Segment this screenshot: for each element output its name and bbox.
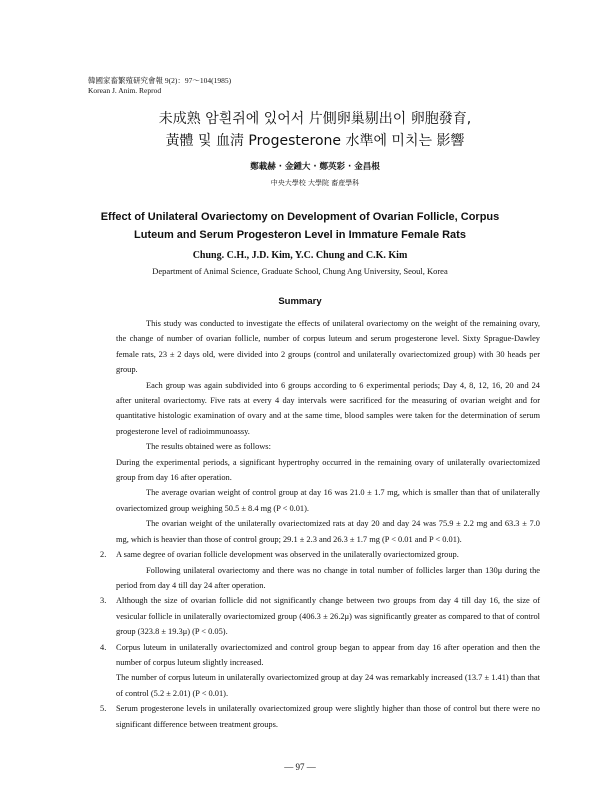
journal-english-name: Korean J. Anim. Reprod (88, 86, 162, 95)
korean-title (120, 108, 510, 152)
result-item-2-number: 2. (100, 550, 107, 560)
page-number: — 97 — (284, 762, 316, 772)
summary-paragraph-2: Each group was again subdivided into 6 groups according to 6 experimental periods; Day 4, 8, 12, 16, 20 and 24 after uniteral ovariectomy. Five rats at every 4 day intervals were sacrificed for the measuring of ovarian weight and for quantitative histologic examination of ovary and at the same time, blood samples were taken for the determination of serum progesterone level of radioimmunoassy. (116, 380, 540, 436)
result-item-4b: The number of corpus luteum in unilaterally ovariectomized group at day 24 was remarkably increased (13.7 ± 1.41) than that of control (5.2 ± 2.01) (P < 0.01). (116, 673, 540, 698)
korean-title-line1: 未成熟 암흰쥐에 있어서 片側卵巢剔出이 卵胞發育, (158, 111, 472, 127)
result-item-1a: During the experimental periods, a significant hypertrophy occurred in the remaining ovary of unilaterally ovariectomized group from day 16 after operation. (116, 457, 540, 483)
results-intro: The results obtained were as follows: (146, 442, 271, 452)
english-title (80, 208, 520, 244)
korean-affiliation: 中央大學校 大學院 畜産學科 (270, 179, 360, 187)
result-item-4 (100, 640, 540, 702)
result-item-3 (100, 593, 540, 639)
journal-korean-citation: 韓國家畜繁殖研究會報 9(2)：97～104(1985) (88, 76, 232, 85)
result-item-3-number: 3. (100, 596, 107, 606)
result-item-2 (100, 547, 540, 593)
korean-authors: 鄭載赫 · 金鍾大 · 鄭英彩 · 金昌根 (250, 162, 380, 172)
result-item-4a: Corpus luteum in unilaterally ovariectomized and control group began to appear from day 16 after operation and then the number of corpus luteum slightly increased. (116, 642, 540, 667)
summary-heading: Summary (278, 296, 322, 307)
result-item-1c: The ovarian weight of the unilaterally ovariectomized rats at day 20 and day 24 was 75.9 ± 2.2 mg and 63.3 ± 7.0 mg, which is heavier than those of control group; 29.1 ± 2.3 and 26.3 ± 1.7 mg (P < 0.01 and P < 0.01). (116, 519, 540, 544)
result-item-2a: A same degree of ovarian follicle development was observed in the unilaterally ovariectomized group. (116, 550, 459, 560)
summary-body (100, 316, 540, 732)
result-item-5-text: Serum progesterone levels in unilaterally ovariectomized group were slightly higher than those of control but there were no significant difference between treatment groups. (116, 704, 540, 729)
journal-citation (88, 76, 231, 96)
english-authors: Chung. C.H., J.D. Kim, Y.C. Chung and C.K. Kim (192, 250, 408, 261)
english-affiliation: Department of Animal Science, Graduate School, Chung Ang University, Seoul, Korea (152, 266, 448, 276)
english-title-line1: Effect of Unilateral Ovariectomy on Development of Ovarian Follicle, Corpus (100, 211, 500, 223)
english-title-line2: Luteum and Serum Progesteron Level in Immature Female Rats (134, 229, 466, 241)
korean-title-line2: 黃體 및 血淸 Progesterone 水準에 미치는 影響 (165, 133, 465, 149)
result-item-4-number: 4. (100, 642, 107, 652)
result-item-3-text: Although the size of ovarian follicle did not significantly change between two groups from day 4 till day 16, the size of vesicular follicle in unilaterally ovariectomized group (406.3 ± 26.2μ) was significantly greater as compared to that of control group (323.8 ± 19.3μ) (P < 0.05). (116, 596, 540, 637)
result-item-1b: The average ovarian weight of control group at day 16 was 21.0 ± 1.7 mg, which is smaller than that of unilaterally ovariectomized group weighing 50.5 ± 8.4 mg (P < 0.01). (116, 488, 540, 513)
summary-paragraph-1: This study was conducted to investigate the effects of unilateral ovariectomy on the weight of the remaining ovary, the change of number of ovarian follicle, number of corpus luteum and serum progesterone level. Sixty Sprague-Dawley female rats, 23 ± 2 days old, were divided into 2 groups (control and unilaterally ovariectomized group) with 30 heads per group. (116, 319, 540, 375)
result-item-2b: Following unilateral ovariectomy and there was no change in total number of follicles larger than 130μ during the period from day 4 till day 24 after operation. (116, 565, 540, 590)
result-item-5-number: 5. (100, 704, 107, 714)
result-item-5 (100, 701, 540, 732)
